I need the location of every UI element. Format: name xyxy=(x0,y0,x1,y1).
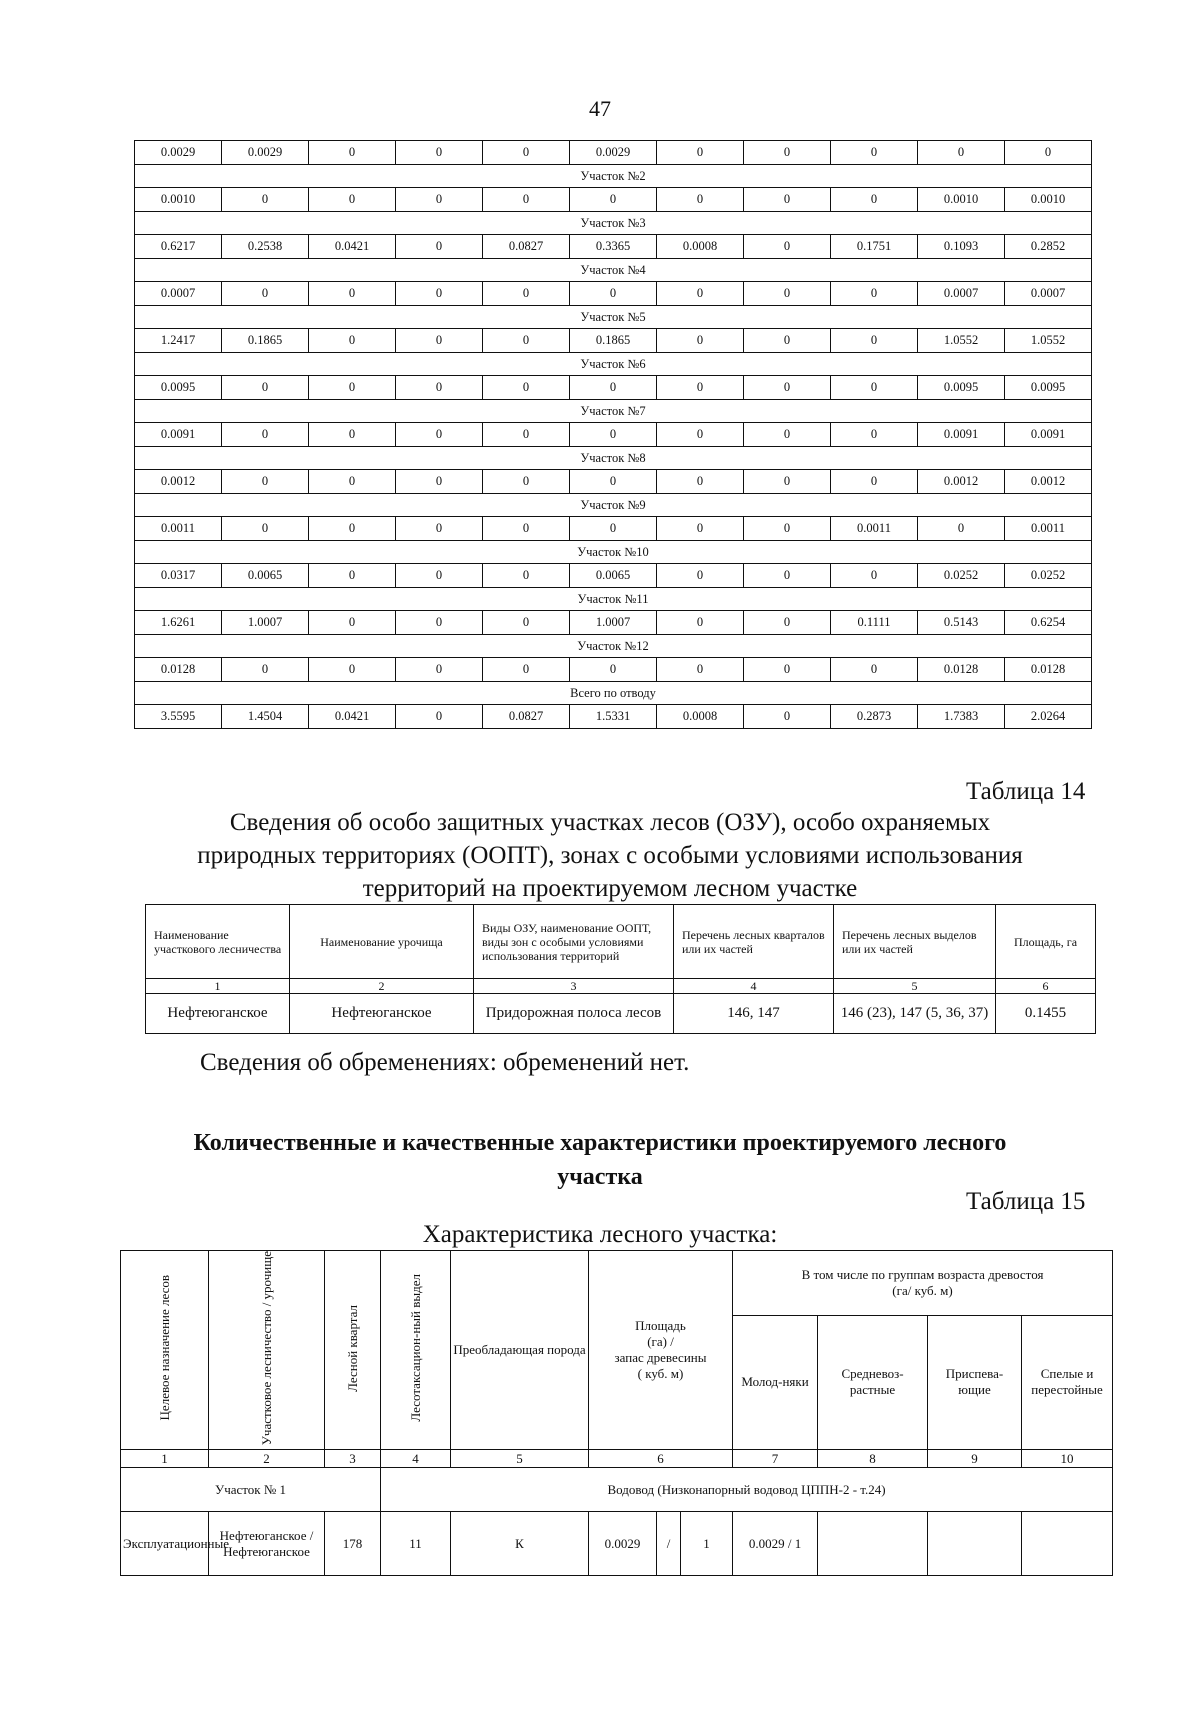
table-cell: 0.0252 xyxy=(1005,564,1092,588)
section-row xyxy=(135,446,1092,470)
table-cell: 0 xyxy=(657,564,744,588)
table-cell: 0.0421 xyxy=(309,235,396,259)
table-cell: 0 xyxy=(1005,141,1092,165)
t15-number: 1 xyxy=(121,1450,209,1468)
section-row xyxy=(135,305,1092,329)
table-cell: 0.0007 xyxy=(135,282,222,306)
table-cell: 0.0128 xyxy=(135,658,222,682)
table-cell: 0 xyxy=(396,517,483,541)
section-row xyxy=(135,399,1092,423)
t14-cell-forestry: Нефтеюганское xyxy=(146,994,290,1034)
section-label: Участок №9 xyxy=(135,493,1092,517)
table-cell: 0.0827 xyxy=(483,235,570,259)
t15-cell-middle xyxy=(818,1512,928,1576)
t15-number: 5 xyxy=(451,1450,589,1468)
t14-number: 5 xyxy=(834,979,996,994)
t14-cell-quarters: 146, 147 xyxy=(674,994,834,1034)
table-cell: 0 xyxy=(309,282,396,306)
t14-number: 1 xyxy=(146,979,290,994)
t14-number: 4 xyxy=(674,979,834,994)
table-cell: 0.0012 xyxy=(1005,470,1092,494)
table-cell: 0 xyxy=(657,141,744,165)
t14-cell-area: 0.1455 xyxy=(996,994,1096,1034)
table-cell: 0 xyxy=(483,329,570,353)
table-row xyxy=(135,470,1092,494)
section-title-line-2: участка xyxy=(557,1164,643,1190)
table-cell: 0 xyxy=(309,329,396,353)
t15-header-quarter: Лесной квартал xyxy=(325,1251,381,1450)
table-cell: 0 xyxy=(483,658,570,682)
section-title-line-1: Количественные и качественные характеристики проектируемого лесного xyxy=(193,1130,1007,1156)
t15-number: 7 xyxy=(733,1450,818,1468)
table-cell: 0.0827 xyxy=(483,705,570,729)
table-cell: 1.5331 xyxy=(570,705,657,729)
table-cell: 0.0091 xyxy=(918,423,1005,447)
table-cell: 0 xyxy=(744,376,831,400)
table-cell: 0 xyxy=(222,658,309,682)
t15-cell-young: 0.0029 / 1 xyxy=(733,1512,818,1576)
table-cell: 0.2873 xyxy=(831,705,918,729)
table-row xyxy=(135,564,1092,588)
table-cell: 0.0029 xyxy=(135,141,222,165)
t14-number: 2 xyxy=(290,979,474,994)
section-label: Участок №2 xyxy=(135,164,1092,188)
table-row xyxy=(135,235,1092,259)
t15-header-young: Молод-няки xyxy=(733,1315,818,1450)
t15-header-species: Преобладающая порода xyxy=(451,1251,589,1450)
table-cell: 0 xyxy=(570,188,657,212)
table-cell: 1.0552 xyxy=(918,329,1005,353)
table-cell: 0 xyxy=(744,188,831,212)
table-cell: 0 xyxy=(222,470,309,494)
table-cell: 0.0317 xyxy=(135,564,222,588)
section-label: Участок №11 xyxy=(135,587,1092,611)
table-cell: 1.7383 xyxy=(918,705,1005,729)
table-cell: 0.1751 xyxy=(831,235,918,259)
table-cell: 0 xyxy=(744,235,831,259)
table-cell: 0.0128 xyxy=(918,658,1005,682)
table-cell: 0 xyxy=(744,658,831,682)
table-cell: 0.0095 xyxy=(918,376,1005,400)
table-cell: 0 xyxy=(222,376,309,400)
table-cell: 0 xyxy=(657,188,744,212)
table-cell: 0.0012 xyxy=(918,470,1005,494)
table-row xyxy=(135,517,1092,541)
table-cell: 0 xyxy=(831,658,918,682)
t14-number: 6 xyxy=(996,979,1096,994)
table-cell: 0.0011 xyxy=(831,517,918,541)
table-cell: 0.0010 xyxy=(135,188,222,212)
table-cell: 0 xyxy=(744,141,831,165)
table-14-title-line-1: Сведения об особо защитных участках лесов (ОЗУ), особо охраняемых xyxy=(229,809,991,836)
t14-cell-tract: Нефтеюганское xyxy=(290,994,474,1034)
table-cell: 0 xyxy=(744,423,831,447)
table-row xyxy=(135,705,1092,729)
table-cell: 0 xyxy=(483,282,570,306)
section-row xyxy=(135,164,1092,188)
table-cell: 1.6261 xyxy=(135,611,222,635)
section-title xyxy=(100,1126,1100,1194)
t14-header-forestry: Наименование участкового лесничества xyxy=(146,905,290,979)
table-cell: 0 xyxy=(657,611,744,635)
section-label: Всего по отводу xyxy=(135,681,1092,705)
table-cell: 0 xyxy=(396,188,483,212)
table-cell: 0 xyxy=(222,282,309,306)
section-row xyxy=(135,493,1092,517)
table-row xyxy=(135,141,1092,165)
table-cell: 0 xyxy=(831,470,918,494)
table-cell: 0 xyxy=(744,470,831,494)
table-cell: 1.0552 xyxy=(1005,329,1092,353)
table-cell: 0 xyxy=(396,423,483,447)
table-cell: 0 xyxy=(831,376,918,400)
t15-number: 9 xyxy=(928,1450,1022,1468)
table-cell: 0 xyxy=(396,235,483,259)
table-row xyxy=(135,329,1092,353)
t15-cell-stock: 1 xyxy=(681,1512,733,1576)
table-cell: 1.2417 xyxy=(135,329,222,353)
table-cell: 0.0011 xyxy=(135,517,222,541)
table-cell: 0 xyxy=(309,141,396,165)
t15-number: 10 xyxy=(1022,1450,1113,1468)
table-15-title: Характеристика лесного участка: xyxy=(422,1221,778,1248)
t15-cell-slash: / xyxy=(657,1512,681,1576)
table-13-continuation xyxy=(134,140,1092,729)
table-cell: 0 xyxy=(570,282,657,306)
table-cell: 0.0007 xyxy=(918,282,1005,306)
section-row xyxy=(135,634,1092,658)
t14-header-tract: Наименование урочища xyxy=(290,905,474,979)
table-cell: 1.4504 xyxy=(222,705,309,729)
t14-header-quarters: Перечень лесных кварталов или их частей xyxy=(674,905,834,979)
table-cell: 3.5595 xyxy=(135,705,222,729)
table-cell: 0.0065 xyxy=(570,564,657,588)
table-cell: 0 xyxy=(657,423,744,447)
table-cell: 0 xyxy=(309,423,396,447)
t14-header-allotments: Перечень лесных выделов или их частей xyxy=(834,905,996,979)
table-cell: 0 xyxy=(744,517,831,541)
table-cell: 0.3365 xyxy=(570,235,657,259)
table-cell: 0 xyxy=(831,141,918,165)
section-row xyxy=(135,258,1092,282)
section-label: Участок №6 xyxy=(135,352,1092,376)
t15-cell-ripening xyxy=(928,1512,1022,1576)
table-row xyxy=(135,188,1092,212)
table-cell: 0 xyxy=(483,188,570,212)
t15-section-description: Водовод (Низконапорный водовод ЦППН-2 - т.24) xyxy=(381,1468,1113,1512)
table-cell: 0 xyxy=(483,376,570,400)
table-cell: 0 xyxy=(396,141,483,165)
t15-number: 3 xyxy=(325,1450,381,1468)
table-cell: 0 xyxy=(483,470,570,494)
table-cell: 0.0252 xyxy=(918,564,1005,588)
section-row xyxy=(135,681,1092,705)
table-13-body xyxy=(135,141,1092,729)
table-cell: 0 xyxy=(831,282,918,306)
table-cell: 0 xyxy=(831,329,918,353)
section-label: Участок №10 xyxy=(135,540,1092,564)
section-label: Участок №7 xyxy=(135,399,1092,423)
table-cell: 0.2538 xyxy=(222,235,309,259)
table-cell: 0 xyxy=(483,564,570,588)
table-cell: 0 xyxy=(222,188,309,212)
t15-cell-purpose: Эксплуатационные xyxy=(121,1512,209,1576)
table-cell: 0 xyxy=(396,329,483,353)
table-14 xyxy=(145,904,1096,1034)
t15-number: 8 xyxy=(818,1450,928,1468)
table-cell: 0.1865 xyxy=(570,329,657,353)
t14-number: 3 xyxy=(474,979,674,994)
t15-cell-quarter: 178 xyxy=(325,1512,381,1576)
table-cell: 0 xyxy=(918,141,1005,165)
t14-header-ozu-types: Виды ОЗУ, наименование ООПТ, виды зон с особыми условиями использования территорий xyxy=(474,905,674,979)
table-cell: 0.0091 xyxy=(1005,423,1092,447)
t15-cell-mature xyxy=(1022,1512,1113,1576)
table-cell: 0.1093 xyxy=(918,235,1005,259)
t15-section-label: Участок № 1 xyxy=(121,1468,381,1512)
table-cell: 0 xyxy=(570,376,657,400)
section-label: Участок №8 xyxy=(135,446,1092,470)
table-cell: 2.0264 xyxy=(1005,705,1092,729)
table-cell: 0 xyxy=(309,376,396,400)
t15-number: 2 xyxy=(209,1450,325,1468)
t15-number: 4 xyxy=(381,1450,451,1468)
table-cell: 0 xyxy=(744,705,831,729)
t15-cell-allotment: 11 xyxy=(381,1512,451,1576)
table-cell: 0 xyxy=(831,564,918,588)
section-label: Участок №12 xyxy=(135,634,1092,658)
table-14-title xyxy=(120,806,1100,905)
t14-header-area: Площадь, га xyxy=(996,905,1096,979)
table-cell: 0.0128 xyxy=(1005,658,1092,682)
table-cell: 0 xyxy=(396,658,483,682)
table-cell: 0 xyxy=(309,470,396,494)
section-label: Участок №4 xyxy=(135,258,1092,282)
table-cell: 1.0007 xyxy=(222,611,309,635)
table-cell: 0.0091 xyxy=(135,423,222,447)
table-cell: 0 xyxy=(483,141,570,165)
table-cell: 0.0421 xyxy=(309,705,396,729)
table-cell: 0.2852 xyxy=(1005,235,1092,259)
table-cell: 0 xyxy=(309,188,396,212)
table-cell: 0.0095 xyxy=(1005,376,1092,400)
table-cell: 0 xyxy=(309,658,396,682)
table-cell: 0 xyxy=(657,376,744,400)
table-cell: 0.1111 xyxy=(831,611,918,635)
table-cell: 0.0095 xyxy=(135,376,222,400)
table-cell: 0 xyxy=(396,705,483,729)
table-cell: 0 xyxy=(744,564,831,588)
section-label: Участок №5 xyxy=(135,305,1092,329)
t15-header-purpose: Целевое назначение лесов xyxy=(121,1251,209,1450)
table-cell: 0 xyxy=(222,517,309,541)
table-cell: 0.0008 xyxy=(657,705,744,729)
t15-cell-forestry: Нефтеюганское / Нефтеюганское xyxy=(209,1512,325,1576)
table-cell: 1.0007 xyxy=(570,611,657,635)
table-cell: 0 xyxy=(570,423,657,447)
table-cell: 0 xyxy=(657,329,744,353)
table-cell: 0.5143 xyxy=(918,611,1005,635)
t15-header-allotment: Лесотаксацион-ный выдел xyxy=(381,1251,451,1450)
table-cell: 0 xyxy=(483,423,570,447)
t15-header-ripening: Приспева-ющие xyxy=(928,1315,1022,1450)
table-14-title-line-3: территорий на проектируемом лесном участке xyxy=(362,875,858,902)
table-cell: 0 xyxy=(396,376,483,400)
table-cell: 0.0010 xyxy=(918,188,1005,212)
table-cell: 0 xyxy=(222,423,309,447)
t14-cell-ozu-type: Придорожная полоса лесов xyxy=(474,994,674,1034)
table-cell: 0.6254 xyxy=(1005,611,1092,635)
table-row xyxy=(135,423,1092,447)
table-cell: 0 xyxy=(657,517,744,541)
table-row xyxy=(135,376,1092,400)
t15-header-middle: Средневоз-растные xyxy=(818,1315,928,1450)
table-cell: 0.0010 xyxy=(1005,188,1092,212)
section-row xyxy=(135,587,1092,611)
table-cell: 0 xyxy=(657,470,744,494)
table-cell: 0.0065 xyxy=(222,564,309,588)
table-cell: 0 xyxy=(396,611,483,635)
table-cell: 0 xyxy=(483,611,570,635)
table-cell: 0.0012 xyxy=(135,470,222,494)
table-cell: 0.0007 xyxy=(1005,282,1092,306)
table-row xyxy=(135,611,1092,635)
table-cell: 0 xyxy=(744,329,831,353)
table-row xyxy=(135,658,1092,682)
t15-cell-area: 0.0029 xyxy=(589,1512,657,1576)
table-cell: 0 xyxy=(744,282,831,306)
table-cell: 0.1865 xyxy=(222,329,309,353)
table-cell: 0 xyxy=(744,611,831,635)
table-cell: 0.0029 xyxy=(222,141,309,165)
table-cell: 0 xyxy=(309,564,396,588)
table-15 xyxy=(120,1250,1113,1576)
t15-header-mature: Спелые и перестойные xyxy=(1022,1315,1113,1450)
table-cell: 0 xyxy=(918,517,1005,541)
table-cell: 0 xyxy=(396,564,483,588)
table-cell: 0 xyxy=(657,282,744,306)
table-cell: 0 xyxy=(396,470,483,494)
table-cell: 0.0008 xyxy=(657,235,744,259)
table-cell: 0 xyxy=(309,517,396,541)
t15-header-forestry: Участковое лесничество / урочище xyxy=(209,1251,325,1450)
t15-cell-species: К xyxy=(451,1512,589,1576)
table-cell: 0.0011 xyxy=(1005,517,1092,541)
table-cell: 0 xyxy=(396,282,483,306)
encumbrance-statement: Сведения об обременениях: обременений нет. xyxy=(200,1049,690,1076)
section-row xyxy=(135,540,1092,564)
table-cell: 0 xyxy=(831,423,918,447)
page-number: 47 xyxy=(589,96,611,121)
table-cell: 0 xyxy=(570,470,657,494)
table-row xyxy=(135,282,1092,306)
table-cell: 0 xyxy=(483,517,570,541)
t15-header-area: Площадь (га) / запас древесины ( куб. м) xyxy=(589,1251,733,1450)
t14-cell-allotments: 146 (23), 147 (5, 36, 37) xyxy=(834,994,996,1034)
section-row xyxy=(135,352,1092,376)
t15-header-age-groups: В том числе по группам возраста древостоя (га/ куб. м) xyxy=(733,1251,1113,1316)
table-cell: 0 xyxy=(657,658,744,682)
table-14-caption: Таблица 14 xyxy=(966,778,1086,805)
table-cell: 0 xyxy=(309,611,396,635)
t15-number: 6 xyxy=(589,1450,733,1468)
table-15-caption: Таблица 15 xyxy=(966,1188,1086,1215)
table-cell: 0 xyxy=(570,658,657,682)
table-cell: 0 xyxy=(831,188,918,212)
table-14-title-line-2: природных территориях (ООПТ), зонах с особыми условиями использования xyxy=(197,842,1023,869)
table-cell: 0.0029 xyxy=(570,141,657,165)
section-label: Участок №3 xyxy=(135,211,1092,235)
section-row xyxy=(135,211,1092,235)
table-cell: 0 xyxy=(570,517,657,541)
table-cell: 0.6217 xyxy=(135,235,222,259)
